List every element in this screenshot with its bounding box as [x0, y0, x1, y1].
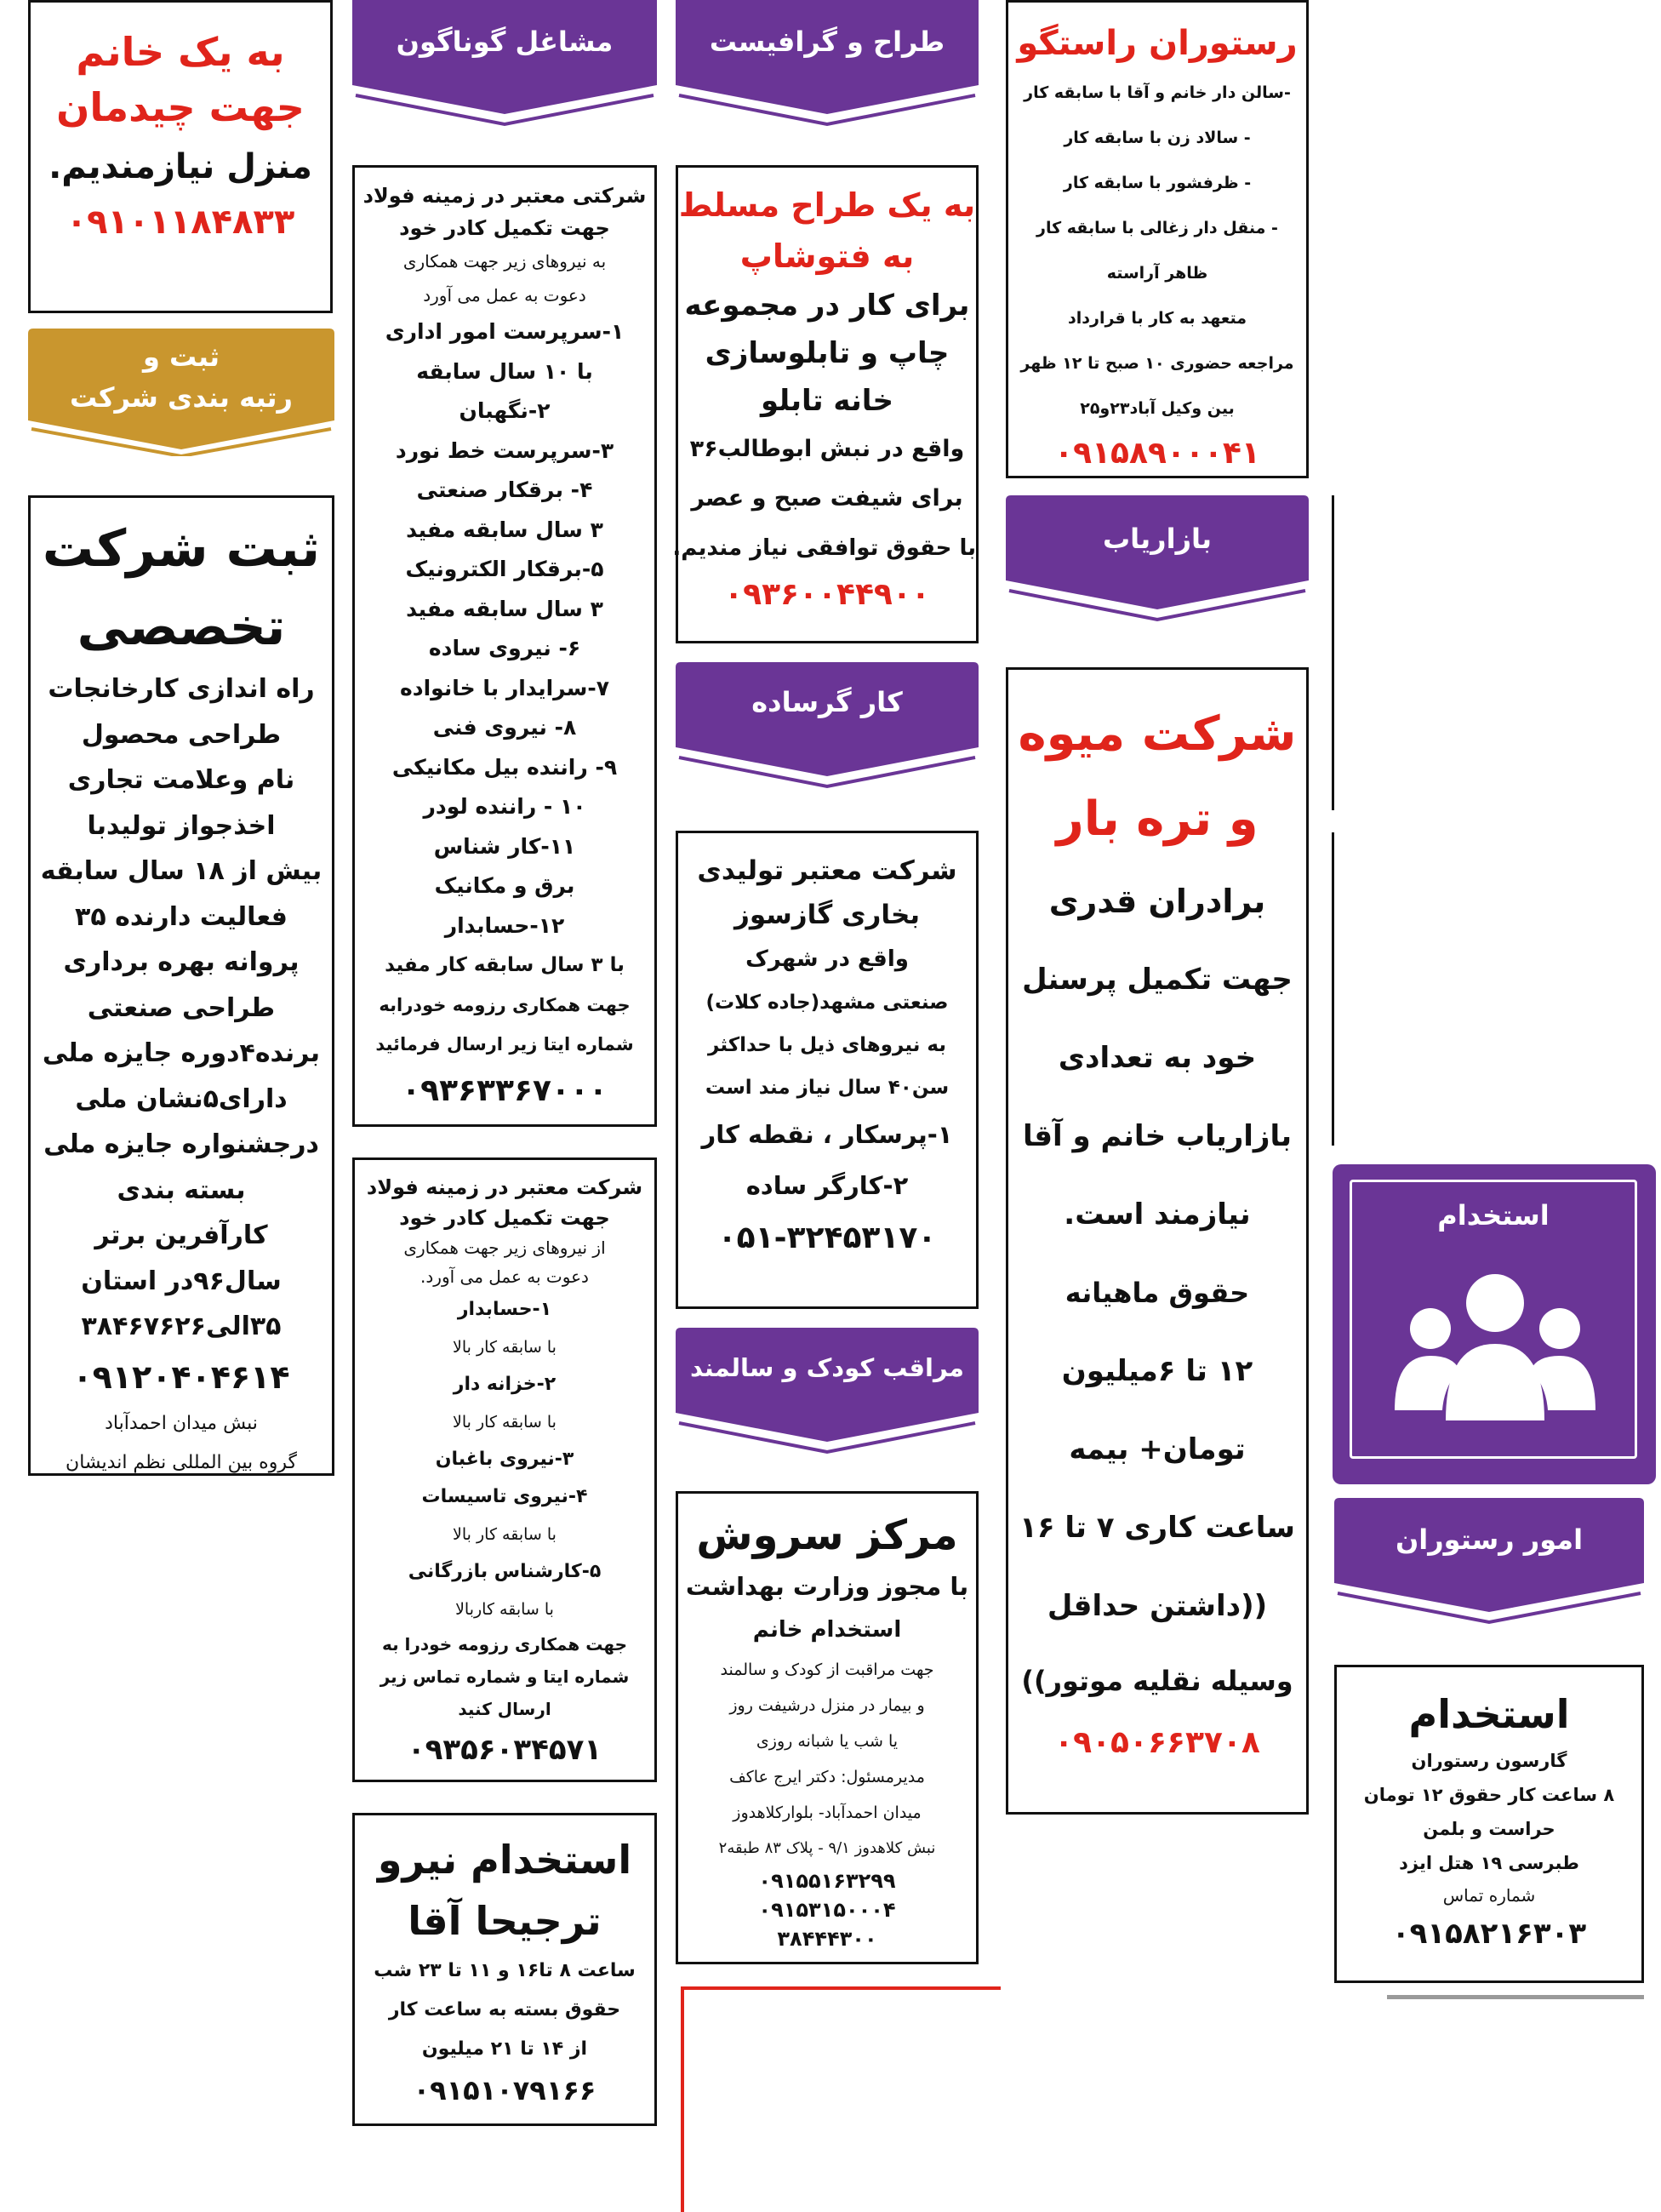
ad-sabt-title2: تخصصی	[77, 597, 286, 657]
ad-fruit-line4: بازاریاب خانم و آقا	[1022, 1119, 1293, 1153]
ad-restaurant-line1: گارسون رستوران	[1411, 1751, 1567, 1771]
banner-design-text: طراح و گرافیست	[709, 26, 945, 58]
banner-sabt-line2: رتبه بندی شرکت	[70, 381, 293, 414]
ad-rastego-item: - ظرفشور با سابقه کار	[1063, 174, 1252, 192]
ad-restaurant-line4: طبرسی ۱۹ هتل ایزد	[1399, 1853, 1579, 1873]
ad-soroush-title: مرکز سروش	[696, 1512, 958, 1559]
banner-care	[676, 1328, 979, 1455]
ad-sabt-sherkat	[28, 495, 334, 1476]
ad-design-phone: ۰۹۳۶۰۰۴۴۹۰۰	[724, 577, 930, 612]
ad-fruit-line5: نیازمند است.	[1064, 1197, 1251, 1232]
banner-bazaryab	[1006, 495, 1309, 623]
ad-foolad2-item: ارسال کنید	[458, 1699, 551, 1719]
ad-foolad2-item: با سابقه کار بالا	[453, 1413, 557, 1432]
ad-restaurant-line2: ۸ ساعت کار حقوق ۱۲ تومان	[1363, 1785, 1615, 1805]
column-edge-rule	[1332, 832, 1334, 1146]
ad-sabt-phone: ۰۹۱۲۰۴۰۴۶۱۴	[72, 1357, 290, 1396]
ad-rastego-item: ظاهر آراسته	[1106, 264, 1208, 283]
ad-design-line1: برای کار در مجموعه	[684, 289, 970, 323]
ad-fruit-line2: جهت تکمیل پرسنل	[1022, 963, 1293, 997]
ad-niroo-line1: ساعت ۸ تا۱۶ و ۱۱ تا ۲۳ شب	[374, 1960, 636, 1981]
ad-restaurant-title: استخدام	[1408, 1691, 1570, 1737]
ad-sabt-items	[31, 666, 332, 1350]
gray-divider	[1387, 1995, 1644, 1999]
banner-worker	[676, 662, 979, 790]
ad-foolad1-item: ۱۱-کار شناس	[433, 833, 576, 859]
ad-foolad1-sub: به نیروهای زیر جهت همکاری	[402, 251, 607, 271]
ad-soroush	[676, 1491, 979, 1964]
ad-worker-line5: به نیروهای ذیل با حداکثر	[708, 1034, 946, 1056]
ad-chidman-phone: ۰۹۱۰۱۱۸۴۸۳۳	[66, 203, 295, 242]
ad-design-line5: برای شیفت صبح و عصر	[691, 485, 963, 512]
ad-fruit-red2: و تره بار	[1056, 792, 1259, 847]
ad-niroo-line2: حقوق بسته به ساعت کار	[388, 1999, 621, 2021]
ad-soroush-line3: جهت مراقبت از کودک و سالمند	[720, 1660, 934, 1679]
ad-fruit-line3: خود به تعدادی	[1058, 1041, 1257, 1075]
banner-worker-text: کار گرساده	[751, 686, 903, 718]
ad-foolad2-item: شماره ایتا و شماره تماس زیر	[380, 1666, 630, 1687]
ad-sabt-item: فعالیت دارنده ۳۵	[75, 901, 288, 932]
ad-foolad1-items	[355, 312, 654, 1065]
ad-restaurant-line3: حراست و بلمن	[1423, 1819, 1555, 1839]
ad-sabt-title1: ثبت شرکت	[42, 519, 321, 579]
ad-foolad1-item: ۱۰ - راننده لودر	[423, 794, 586, 819]
ad-foolad2-sub: دعوت به عمل می آورد.	[420, 1266, 589, 1287]
ad-foolad1-phone: ۰۹۳۶۳۳۶۷۰۰۰	[402, 1072, 608, 1108]
banner-restaurant-text: امور رستوران	[1395, 1523, 1584, 1556]
ad-sabt-item: دارای۵نشان ملی	[75, 1083, 288, 1114]
ad-chidman-line2: جهت چیدمان	[56, 84, 305, 130]
ad-fruit-company	[1006, 667, 1309, 1815]
ad-sabt-item: طراحی محصول	[81, 719, 282, 750]
ad-foolad1-item: با ۳ سال سابقه کار مفید	[385, 954, 625, 976]
ad-foolad-2	[352, 1157, 657, 1782]
banner-bazaryab-shape	[1006, 495, 1309, 623]
column-edge-rule	[1332, 495, 1334, 810]
ad-niroo-phone: ۰۹۱۵۱۰۷۹۱۶۶	[413, 2074, 596, 2106]
ad-soroush-line7: میدان احمدآباد- بلوارکلاهدوز	[733, 1803, 922, 1822]
ad-design-line3: خانه تابلو	[761, 384, 893, 418]
ad-foolad1-head: شرکتی معتبر در زمینه فولاد	[362, 184, 647, 208]
ad-rastego-item: بین وکیل آباد۲۳و۲۵	[1080, 399, 1235, 418]
ad-worker-line6: سن۴۰ سال نیاز مند است	[705, 1077, 950, 1099]
ad-design-line4: واقع در نبش ابوطالب۳۶	[689, 436, 965, 462]
ad-sabt-item: بیش از ۱۸ سال سابقه	[40, 856, 322, 886]
ad-worker-line3: واقع در شهرک	[745, 946, 909, 972]
ad-foolad1-item: ۳ سال سابقه مفید	[406, 517, 603, 542]
ad-foolad2-item: ۳-نیروی باغبان	[435, 1449, 574, 1470]
ad-rastego-item: مراجعه حضوری ۱۰ صبح تا ۱۲ ظهر	[1020, 354, 1294, 373]
ad-sabt-item: بسته بندی	[117, 1175, 246, 1205]
ad-estekhdam-niroo	[352, 1813, 657, 2126]
ad-niroo-line3: از ۱۴ تا ۲۱ میلیون	[421, 2038, 588, 2060]
ad-restaurant	[1334, 1665, 1644, 1983]
ad-sabt-item: کارآفرین برتر	[94, 1220, 268, 1250]
ad-rastego-item: - سالاد زن با سابقه کار	[1064, 129, 1251, 147]
ad-worker-line8: ۲-کارگر ساده	[745, 1171, 909, 1200]
ad-soroush-phone: ۰۹۱۵۳۱۵۰۰۰۴	[758, 1898, 896, 1922]
ad-chidman	[28, 0, 333, 313]
banner-sabt-sherkat	[28, 329, 334, 456]
ad-foolad2-phone: ۰۹۳۵۶۰۳۴۵۷۱	[407, 1733, 602, 1767]
red-rule-vertical	[681, 1986, 684, 2212]
ad-fruit-line11: وسیله نقلیه موتور))	[1021, 1665, 1293, 1697]
ad-fruit-line7: ۱۲ تا ۶میلیون	[1061, 1354, 1253, 1388]
ad-fruit-line6: حقوق ماهیانه	[1065, 1277, 1250, 1309]
ad-design-red2: به فتوشاپ	[739, 237, 915, 275]
ad-rastego-item: - منقل دار زغالی با سابقه کار	[1036, 219, 1278, 237]
ad-sabt-item: اخذجواز تولیدبا	[87, 810, 276, 841]
red-rule-horizontal	[681, 1986, 1001, 1990]
banner-mashaghel	[352, 0, 657, 128]
ad-foolad2-sub: از نیروهای زیر جهت همکاری	[403, 1237, 606, 1258]
ad-soroush-line5: یا شب یا شبانه روزی	[756, 1732, 899, 1751]
ad-design	[672, 165, 979, 643]
ad-sabt-footer2: گروه بین المللی نظم اندیشان	[66, 1451, 297, 1473]
ad-worker-line7: ۱-پرسکار ، نقطه کار	[701, 1120, 953, 1149]
ad-design-line6: با حقوق توافقی نیاز مندیم.	[672, 535, 976, 561]
ad-sabt-item: راه اندازی کارخانجات	[48, 674, 315, 704]
ad-sabt-item: پروانه بهره برداری	[63, 947, 300, 977]
ad-soroush-line2: استخدام خانم	[752, 1617, 902, 1643]
ad-foolad1-sub: دعوت به عمل می آورد	[423, 285, 586, 306]
ad-foolad1-item: ۸- نیروی فنی	[432, 715, 577, 740]
ad-restaurant-phone: ۰۹۱۵۸۲۱۶۳۰۳	[1391, 1917, 1587, 1951]
ad-sabt-item: نام وعلامت تجاری	[67, 765, 295, 795]
ad-soroush-line8: نبش کلاهدوز ۹/۱ - پلاک ۸۳ طبقه۲	[718, 1839, 936, 1857]
banner-mashaghel-shape	[352, 0, 657, 128]
ad-worker-line2: بخاری گازسوز	[734, 900, 920, 930]
ad-foolad1-item: ۴- برقکار صنعتی	[416, 477, 593, 502]
ad-chidman-line3: منزل نیازمندیم.	[49, 147, 312, 186]
ad-foolad1-item: برق و مکانیک	[434, 873, 575, 898]
banner-bazaryab-text: بازاریاب	[1102, 523, 1213, 555]
ad-foolad2-head: جهت تکمیل کادر خود	[399, 1206, 610, 1230]
ad-sabt-item: برنده۴دوره جایزه ملی	[42, 1038, 321, 1068]
ad-foolad-1	[352, 165, 657, 1127]
ad-sabt-item: درجشنواره جایزه ملی	[43, 1129, 319, 1159]
ad-foolad2-head: شرکت معتبر در زمینه فولاد	[366, 1175, 643, 1199]
ad-rastego-title: رستوران راستگو	[1017, 24, 1298, 63]
ad-niroo-title1: استخدام نیرو	[377, 1837, 632, 1883]
banner-care-text: مراقب کودک و سالمند	[690, 1353, 964, 1382]
ad-foolad1-item: ۲-نگهبان	[459, 398, 551, 423]
ad-soroush-phone: ۰۹۱۵۵۱۶۳۲۹۹	[758, 1869, 896, 1893]
ad-rastego-item: متعهد به کار با قرارداد	[1068, 309, 1247, 328]
ad-rastego	[1006, 0, 1309, 478]
banner-design-shape	[676, 0, 979, 128]
ad-fruit-red1: شرکت میوه	[1018, 706, 1297, 762]
ad-soroush-phone: ۳۸۴۴۴۳۰۰	[777, 1927, 877, 1951]
ad-soroush-line1: با مجوز وزارت بهداشت	[685, 1572, 969, 1601]
banner-restaurant-shape	[1334, 1498, 1644, 1626]
ad-sabt-item: ۳۵الی۳۸۴۶۷۶۲۶	[81, 1312, 282, 1341]
ad-fruit-line10: ((داشتن حداقل	[1047, 1589, 1268, 1623]
ad-foolad2-item: ۲-خزانه دار	[453, 1374, 557, 1395]
banner-worker-shape	[676, 662, 979, 790]
ad-foolad2-item: با سابقه کاربالا	[455, 1600, 554, 1619]
ad-soroush-line4: و بیمار در منزل درشیفت روز	[729, 1696, 925, 1715]
ad-design-line2: چاپ و تابلوسازی	[705, 336, 950, 370]
ad-foolad1-item: ۶- نیروی ساده	[428, 636, 581, 660]
ad-worker-line4: صنعتی مشهد(جاده کلات)	[705, 992, 949, 1014]
ad-rastego-phone: ۰۹۱۵۸۹۰۰۰۴۱	[1054, 436, 1260, 471]
ad-rastego-items	[1008, 67, 1306, 432]
banner-mashaghel-text: مشاغل گوناگون	[396, 26, 614, 58]
ad-foolad2-items	[355, 1291, 654, 1725]
ad-foolad2-item: ۵-کارشناس بازرگانی	[408, 1561, 602, 1582]
ad-niroo-title2: ترجیحا آقا	[408, 1898, 602, 1944]
ad-foolad2-item: ۱-حسابدار	[457, 1299, 552, 1320]
panel-estekhdam-title: استخدام	[1437, 1199, 1550, 1232]
ad-restaurant-line5: شماره تماس	[1442, 1885, 1536, 1906]
ad-foolad1-item: جهت همکاری رزومه خودرابه	[379, 994, 631, 1015]
ad-fruit-line8: تومان+ بیمه	[1069, 1432, 1246, 1466]
ad-worker-line1: شرکت معتبر تولیدی	[697, 855, 957, 886]
panel-estekhdam-inner	[1350, 1180, 1637, 1459]
ad-sabt-item: سال۹۶در استان	[81, 1266, 282, 1296]
ad-foolad1-item: ۷-سرایدار با خانواده	[400, 675, 609, 700]
banner-care-shape	[676, 1328, 979, 1455]
ad-fruit-line9: ساعت کاری ۷ تا ۱۶	[1019, 1511, 1295, 1545]
ad-rastego-item: -سالن دار خانم و آقا با سابقه کار	[1024, 83, 1291, 102]
banner-design	[676, 0, 979, 128]
ad-chidman-line1: به یک خانم	[76, 29, 285, 75]
people-group-icon	[1393, 1259, 1597, 1429]
banner-sabt-line1: ثبت و	[143, 340, 220, 373]
ad-fruit-phone: ۰۹۰۵۰۶۶۳۷۰۸	[1054, 1725, 1260, 1760]
ad-foolad2-item: با سابقه کار بالا	[453, 1525, 557, 1544]
ad-foolad1-item: ۳-سرپرست خط نورد	[395, 437, 614, 463]
ad-foolad1-item: با ۱۰ سال سابقه	[416, 358, 593, 384]
ad-sabt-footer1: نبش میدان احمدآباد	[105, 1412, 258, 1434]
panel-estekhdam	[1333, 1164, 1656, 1484]
ad-worker	[676, 831, 979, 1309]
ad-foolad1-item: ۳ سال سابقه مفید	[406, 596, 603, 621]
ad-foolad2-item: با سابقه کار بالا	[453, 1338, 557, 1357]
ad-foolad1-item: ۱-سرپرست امور اداری	[385, 319, 625, 344]
ad-foolad1-item: ۵-برقکار الکترونیک	[405, 557, 604, 581]
ad-foolad2-item: ۴-نیروی تاسیسات	[421, 1486, 588, 1507]
ad-design-red1: به یک طراح مسلط	[678, 186, 976, 224]
banner-restaurant	[1334, 1498, 1644, 1626]
ad-fruit-line1: برادران قدری	[1048, 883, 1266, 920]
ad-foolad1-item: ۱۲-حسابدار	[444, 912, 565, 938]
ad-soroush-line6: مدیرمسئول: دکتر ایرج عاکف	[729, 1768, 925, 1786]
ad-foolad1-head: جهت تکمیل کادر خود	[399, 216, 610, 240]
ad-foolad1-item: شماره ایتا زیر ارسال فرمائید	[375, 1034, 634, 1055]
ad-foolad1-item: ۹- راننده بیل مکانیکی	[391, 754, 618, 780]
ad-sabt-item: طراحی صنعتی	[87, 992, 276, 1023]
ad-worker-phone: ۰۵۱-۳۲۴۵۳۱۷۰	[717, 1220, 937, 1255]
ad-foolad2-item: جهت همکاری رزومه خودرا به	[381, 1634, 628, 1655]
